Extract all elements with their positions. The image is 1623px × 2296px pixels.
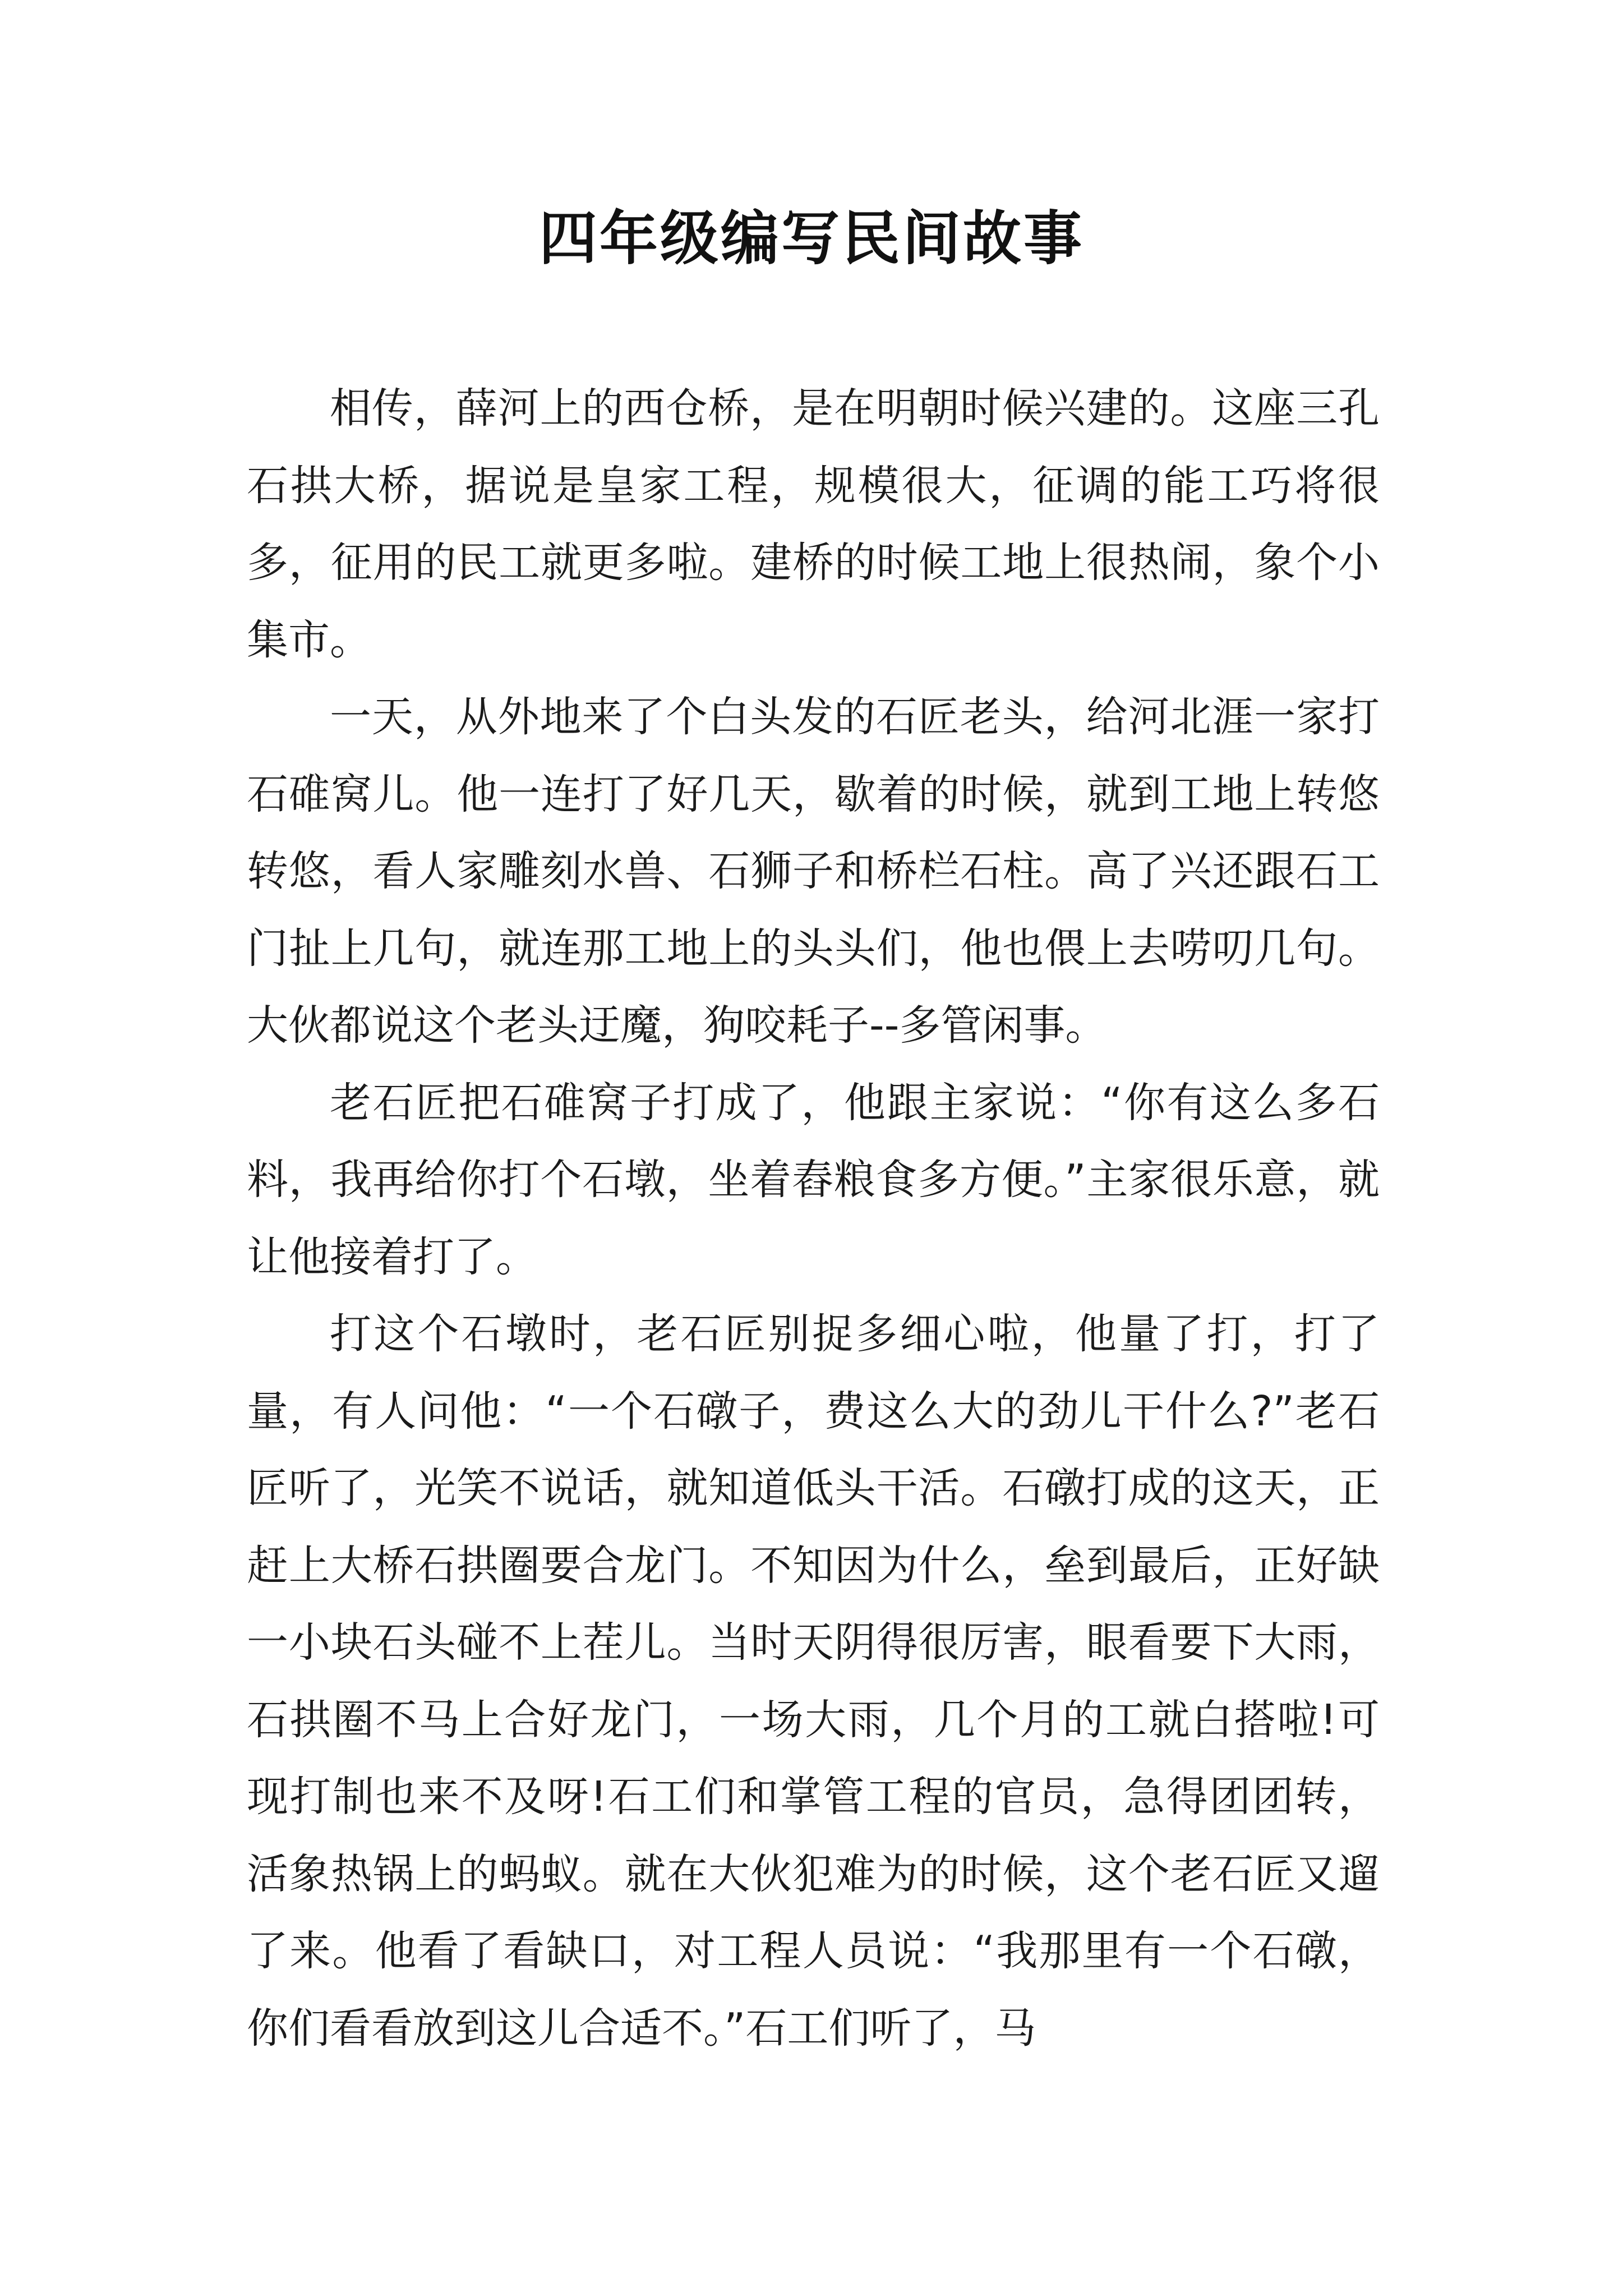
paragraph: 老石匠把石碓窝子打成了，他跟主家说：“你有这么多石料，我再给你打个石墩，坐着舂粮食多方便。”主家很乐意，就让他接着打了。 — [247, 1078, 1380, 1281]
paragraph: 相传，薛河上的西仓桥，是在明朝时候兴建的。这座三孔石拱大桥，据说是皇家工程，规模很大，征调的能工巧将很多，征用的民工就更多啦。建桥的时候工地上很热闹，象个小集市。 — [247, 384, 1380, 664]
paragraph: 一天，从外地来了个白头发的石匠老头，给河北涯一家打石碓窝儿。他一连打了好几天，歇着的时候，就到工地上转悠转悠，看人家雕刻水兽、石狮子和桥栏石柱。高了兴还跟石工门扯上几句，就连那工地上的头头们，他也偎上去唠叨几句。大伙都说这个老头迂魔，狗咬耗子--多管闲事。 — [247, 693, 1380, 1050]
document-title: 四年级编写民间故事 — [538, 204, 1084, 273]
paragraph: 打这个石墩时，老石匠别捉多细心啦，他量了打，打了量，有人问他：“一个石礅子，费这么大的劲儿干什么?”老石匠听了，光笑不说话，就知道低头干活。石礅打成的这天，正赶上大桥石拱圈要合龙门。不知因为什么，垒到最后，正好缺一小块石头碰不上茬儿。当时天阴得很厉害，眼看要下大雨，石拱圈不马上合好龙门，一场大雨，几个月的工就白搭啦!可现打制也来不及呀!石工们和掌管工程的官员，急得团团转，活象热锅上的蚂蚁。就在大伙犯难为的时候，这个老石匠又遛了来。他看了看缺口，对工程人员说：“我那里有一个石礅，你们看看放到这儿合适不。”石工们听了，马 — [247, 1310, 1380, 2053]
document-body — [247, 370, 1380, 2067]
